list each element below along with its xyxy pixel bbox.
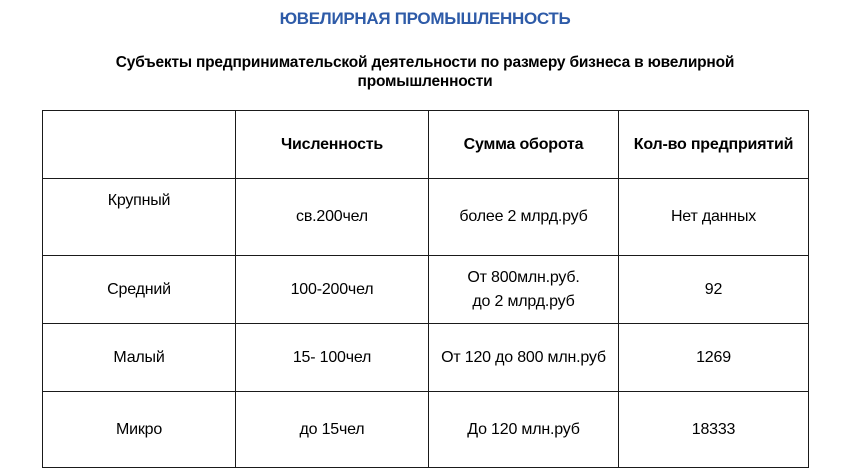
header-headcount: Численность xyxy=(236,111,429,179)
cell-category: Малый xyxy=(43,324,236,392)
header-enterprise-count: Кол-во предприятий xyxy=(619,111,809,179)
cell-headcount: св.200чел xyxy=(236,179,429,256)
table-row-micro xyxy=(43,392,809,468)
cell-category: Крупный xyxy=(43,179,236,256)
header-turnover: Сумма оборота xyxy=(429,111,619,179)
table-row-large xyxy=(43,179,809,256)
table-header-row xyxy=(43,111,809,179)
cell-headcount: до 15чел xyxy=(236,392,429,468)
cell-category: Средний xyxy=(43,256,236,324)
cell-turnover: более 2 млрд.руб xyxy=(429,179,619,256)
cell-turnover-line-2: до 2 млрд.руб xyxy=(472,292,575,310)
cell-enterprise-count: 18333 xyxy=(619,392,809,468)
table-caption: Субъекты предпринимательской деятельности по размеру бизнеса в ювелирной промышленности xyxy=(115,54,735,90)
cell-headcount: 100-200чел xyxy=(236,256,429,324)
cell-turnover: От 120 до 800 млн.руб xyxy=(429,324,619,392)
header-category xyxy=(43,111,236,179)
table-row-medium xyxy=(43,256,809,324)
business-size-table xyxy=(42,110,809,468)
page-title: ЮВЕЛИРНАЯ ПРОМЫШЛЕННОСТЬ xyxy=(279,9,571,28)
cell-enterprise-count: 1269 xyxy=(619,324,809,392)
cell-enterprise-count: 92 xyxy=(619,256,809,324)
cell-headcount: 15- 100чел xyxy=(236,324,429,392)
table-row-small xyxy=(43,324,809,392)
cell-enterprise-count: Нет данных xyxy=(619,179,809,256)
cell-turnover-line-1: От 800млн.руб. xyxy=(467,268,580,286)
cell-turnover xyxy=(429,256,619,324)
cell-turnover: До 120 млн.руб xyxy=(429,392,619,468)
cell-category: Микро xyxy=(43,392,236,468)
